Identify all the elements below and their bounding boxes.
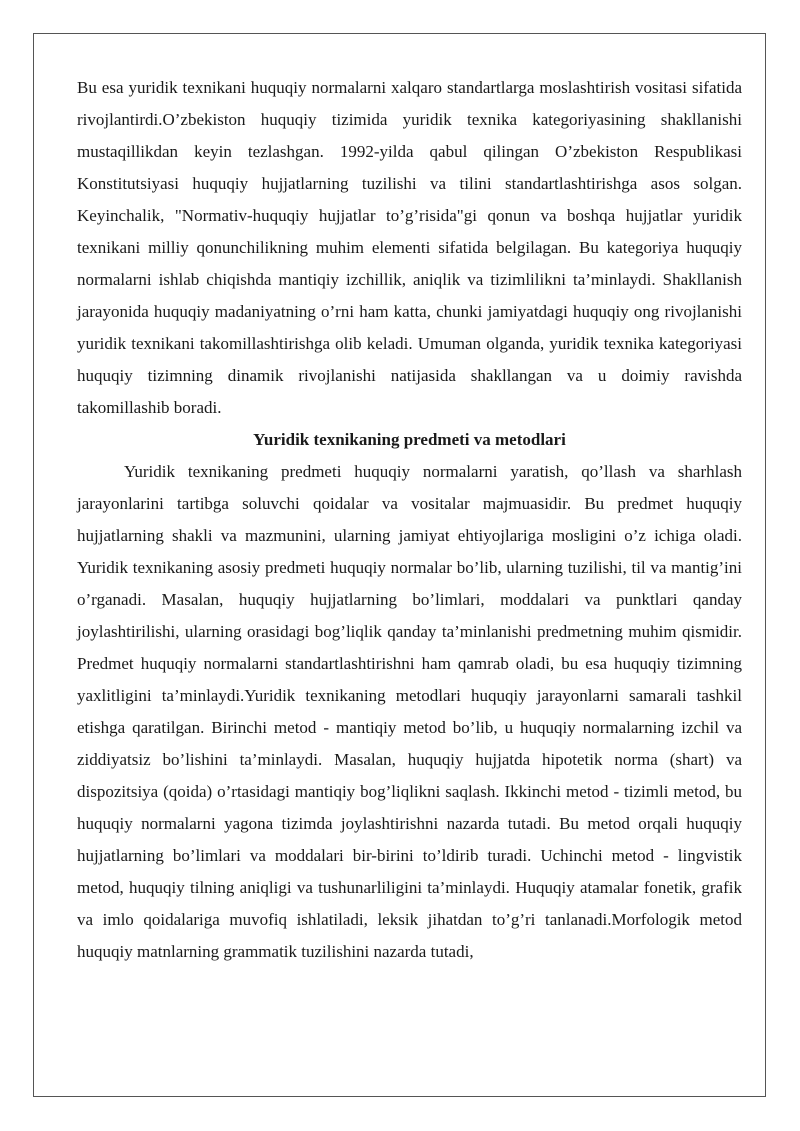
document-body <box>77 72 742 968</box>
section-heading: Yuridik texnikaning predmeti va metodlari <box>253 430 566 449</box>
paragraph-intro: Bu esa yuridik texnikani huquqiy normalarni xalqaro standartlarga moslashtirish vositasi sifatida rivojlantirdi.O’zbekiston huquqiy tizimida yuridik texnika kategoriyasining shakllanishi mustaqillikdan keyin tezlashgan. 1992-yilda qabul qilingan O’zbekiston Respublikasi Konstitutsiyasi huquqiy hujjatlarning tuzilishi va tilini standartlashtirishga asos solgan. Keyinchalik, "Normativ-huquqiy hujjatlar to’g’risida"gi qonun va boshqa hujjatlar yuridik texnikani milliy qonunchilikning muhim elementi sifatida belgilagan. Bu kategoriya huquqiy normalarni ishlab chiqishda mantiqiy izchillik, aniqlik va tizimlilikni ta’minlaydi. Shakllanish jarayonida huquqiy madaniyatning o’rni ham katta, chunki jamiyatdagi huquqiy ong rivojlanishi yuridik texnikani takomillashtirishga olib keladi. Umuman olganda, yuridik texnika kategoriyasi huquqiy tizimning dinamik rivojlanishi natijasida shakllangan va u doimiy ravishda takomillashib boradi. <box>77 78 742 417</box>
paragraph-subject-methods: Yuridik texnikaning predmeti huquqiy normalarni yaratish, qo’llash va sharhlash jarayonlarini tartibga soluvchi qoidalar va vositalar majmuasidir. Bu predmet huquqiy hujjatlarning shakli va mazmunini, ularning jamiyat ehtiyojlariga mosligini o’z ichiga oladi. Yuridik texnikaning asosiy predmeti huquqiy normalar bo’lib, ularning tuzilishi, til va mantig’ini o’rganadi. Masalan, huquqiy hujjatlarning bo’limlari, moddalari va punktlari qanday joylashtirilishi, ularning orasidagi bog’liqlik qanday ta’minlanishi predmetning muhim qismidir. Predmet huquqiy normalarni standartlashtirishni ham qamrab oladi, bu esa huquqiy tizimning yaxlitligini ta’minlaydi.Yuridik texnikaning metodlari huquqiy jarayonlarni samarali tashkil etishga qaratilgan. Birinchi metod - mantiqiy metod bo’lib, u huquqiy normalarning izchil va ziddiyatsiz bo’lishini ta’minlaydi. Masalan, huquqiy hujjatda hipotetik norma (shart) va dispozitsiya (qoida) o’rtasidagi mantiqiy bog’liqlikni saqlash. Ikkinchi metod - tizimli metod, bu huquqiy normalarni yagona tizimda joylashtirishni nazarda tutadi. Bu metod orqali huquqiy hujjatlarning bo’limlari va moddalari bir-birini to’ldirib turadi. Uchinchi metod - lingvistik metod, huquqiy tilning aniqligi va tushunarliligini ta’minlaydi. Huquqiy atamalar fonetik, grafik va imlo qoidalariga muvofiq ishlatiladi, leksik jihatdan to’g’ri tanlanadi.Morfologik metod huquqiy matnlarning grammatik tuzilishini nazarda tutadi, <box>77 462 742 961</box>
